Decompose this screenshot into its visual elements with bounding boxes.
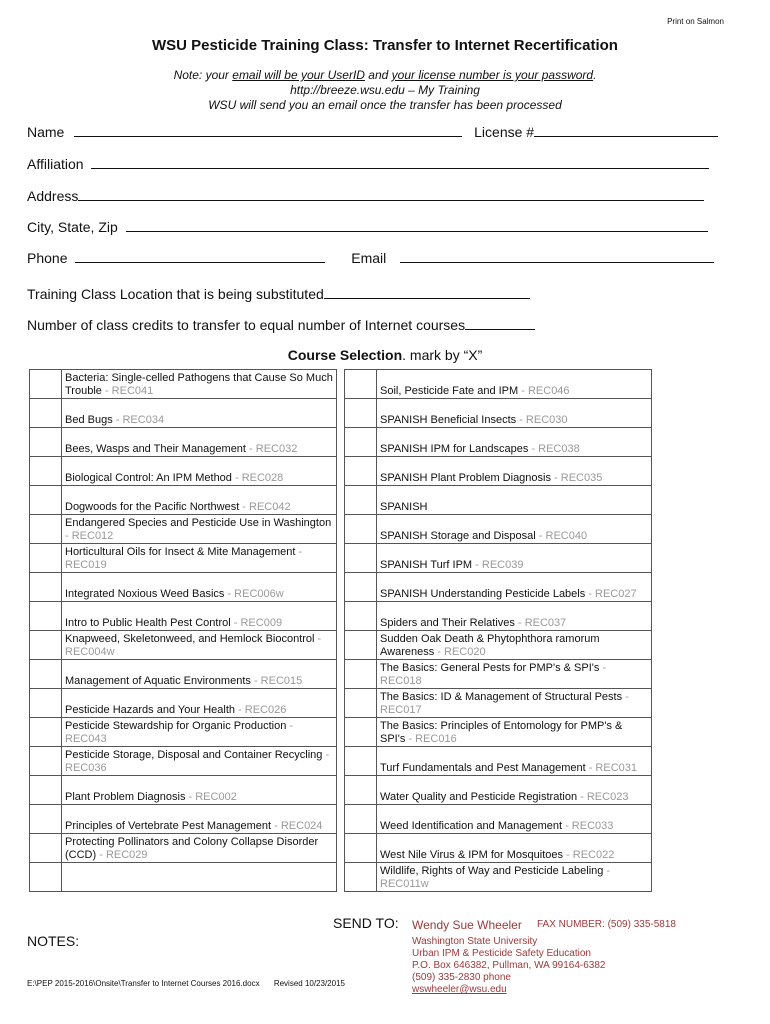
phone-label: Phone [27, 250, 68, 266]
course-name-cell [377, 602, 652, 631]
course-name-cell [62, 573, 337, 602]
course-code: - REC041 [101, 385, 154, 397]
course-row [30, 747, 652, 776]
course-code: - REC046 [518, 385, 570, 397]
name-line[interactable] [74, 124, 462, 137]
course-checkbox[interactable] [345, 544, 377, 573]
note-userid: email will be your UserID [232, 68, 365, 82]
course-name-cell [377, 428, 652, 457]
affiliation-label: Affiliation [27, 156, 84, 172]
course-row [30, 631, 652, 660]
course-code: - REC016 [405, 733, 457, 745]
email-label: Email [351, 250, 387, 266]
course-code: - REC033 [562, 820, 614, 832]
course-checkbox[interactable] [30, 776, 62, 805]
note-line-2: http://breeze.wsu.edu – My Training [290, 83, 480, 97]
course-code: - REC029 [96, 849, 148, 861]
credits-label: Number of class credits to transfer to equal number of Internet courses [27, 317, 466, 333]
course-name-cell [62, 747, 337, 776]
course-name: Bacteria: Single-celled Pathogens that Cause So Much Trouble [65, 372, 333, 397]
address-field-row [27, 188, 704, 204]
course-checkbox[interactable] [30, 486, 62, 515]
phone-line[interactable] [75, 250, 325, 263]
course-code: - REC019 [65, 546, 303, 571]
location-field-row [27, 286, 530, 302]
course-checkbox[interactable] [30, 718, 62, 747]
course-code: - REC035 [550, 472, 603, 484]
course-row [30, 399, 652, 428]
course-name-cell [377, 660, 652, 689]
affiliation-line[interactable] [91, 156, 709, 169]
contact-email-link[interactable]: wswheeler@wsu.edu [412, 984, 507, 995]
course-name-cell [377, 457, 652, 486]
course-row [30, 718, 652, 747]
course-name: Spiders and Their Relatives [380, 617, 515, 629]
course-selection-heading: Course Selection. mark by “X” [287, 347, 483, 363]
course-name: The Basics: ID & Management of Structural Pests [380, 691, 623, 703]
course-name-cell [377, 399, 652, 428]
course-name: Bees, Wasps and Their Management [65, 443, 246, 455]
course-checkbox[interactable] [30, 544, 62, 573]
course-name: Principles of Vertebrate Pest Management [65, 820, 272, 832]
course-name-cell [62, 370, 337, 399]
contact-name: Wendy Sue Wheeler [412, 918, 522, 932]
course-name: SPANISH Storage and Disposal [380, 530, 536, 542]
course-code: - REC024 [271, 820, 323, 832]
course-name: Management of Aquatic Environments [65, 675, 251, 687]
address-line[interactable] [78, 188, 704, 201]
course-checkbox[interactable] [30, 660, 62, 689]
course-code: - REC036 [65, 749, 330, 774]
course-name: Horticultural Oils for Insect & Mite Management [65, 546, 296, 558]
course-name-cell [62, 428, 337, 457]
city-label: City, State, Zip [27, 219, 118, 235]
course-code: - REC043 [65, 720, 294, 745]
course-code: - REC034 [112, 414, 165, 426]
course-checkbox[interactable] [345, 689, 377, 718]
course-checkbox[interactable] [345, 457, 377, 486]
course-name: Dogwoods for the Pacific Northwest [65, 501, 240, 513]
course-name: Intro to Public Health Pest Control [65, 617, 231, 629]
column-gap [337, 602, 345, 631]
course-name-cell [377, 834, 652, 863]
course-code: - REC004w [65, 633, 322, 658]
course-name-cell [377, 747, 652, 776]
course-row [30, 428, 652, 457]
address-line: P.O. Box 646382, Pullman, WA 99164-6382 [412, 960, 606, 971]
course-checkbox[interactable] [345, 776, 377, 805]
course-name-cell [62, 776, 337, 805]
course-code: - REC040 [535, 530, 588, 542]
course-name-cell [377, 573, 652, 602]
course-name: Protecting Pollinators and Colony Collapse Disorder (CCD) [65, 836, 319, 861]
course-name-cell [377, 486, 652, 515]
column-gap [337, 834, 345, 863]
send-to-label: SEND TO: [333, 915, 399, 931]
course-name: Plant Problem Diagnosis [65, 791, 186, 803]
column-gap [337, 457, 345, 486]
course-checkbox[interactable] [345, 486, 377, 515]
course-checkbox[interactable] [345, 515, 377, 544]
course-name-cell [377, 718, 652, 747]
license-label: License # [474, 124, 535, 140]
course-name: Endangered Species and Pesticide Use in Washington [65, 517, 332, 529]
note-line-1: Note: your email will be your UserID and your license number is your password. [173, 68, 597, 82]
address-line: (509) 335-2830 phone [412, 972, 511, 983]
fax-number: FAX NUMBER: (509) 335-5818 [537, 919, 676, 930]
column-gap [337, 776, 345, 805]
note-password: your license number is your password [391, 68, 594, 82]
course-name: Knapweed, Skeletonweed, and Hemlock Biocontrol [65, 633, 315, 645]
course-code: - REC020 [434, 646, 486, 658]
course-name: Pesticide Storage, Disposal and Container Recycling [65, 749, 323, 761]
city-field-row [27, 219, 708, 235]
course-checkbox[interactable] [30, 399, 62, 428]
course-checkbox[interactable] [30, 515, 62, 544]
course-checkbox[interactable] [30, 863, 62, 892]
course-row [30, 660, 652, 689]
address-line: Washington State University [412, 936, 538, 947]
column-gap [337, 863, 345, 892]
course-name-cell [377, 544, 652, 573]
file-path: E:\PEP 2015-2016\Onsite\Transfer to Internet Courses 2016.docx [27, 979, 260, 988]
course-name: Pesticide Stewardship for Organic Production [65, 720, 287, 732]
course-code: - REC015 [250, 675, 303, 687]
course-name-cell [62, 602, 337, 631]
course-checkbox[interactable] [30, 602, 62, 631]
column-gap [337, 689, 345, 718]
course-name: Turf Fundamentals and Pest Management [380, 762, 586, 774]
course-checkbox[interactable] [345, 718, 377, 747]
course-name-cell [62, 631, 337, 660]
course-checkbox[interactable] [345, 805, 377, 834]
course-code: - REC012 [65, 530, 114, 542]
name-field-row [27, 124, 718, 140]
course-name: Integrated Noxious Weed Basics [65, 588, 225, 600]
location-line[interactable] [324, 286, 530, 299]
course-checkbox[interactable] [30, 747, 62, 776]
course-name: SPANISH Understanding Pesticide Labels [380, 588, 586, 600]
course-checkbox[interactable] [345, 631, 377, 660]
course-name: SPANISH Beneficial Insects [380, 414, 517, 426]
column-gap [337, 631, 345, 660]
course-checkbox[interactable] [30, 457, 62, 486]
course-code: - REC011w [380, 865, 611, 890]
course-code: - REC030 [516, 414, 568, 426]
course-name: Weed Identification and Management [380, 820, 563, 832]
course-name-cell [377, 370, 652, 399]
course-code: - REC031 [585, 762, 638, 774]
course-code: - REC037 [514, 617, 567, 629]
course-name-cell [377, 631, 652, 660]
credits-line[interactable] [465, 317, 535, 330]
course-code: - REC009 [230, 617, 283, 629]
file-footer [27, 979, 345, 988]
course-name: Water Quality and Pesticide Registration [380, 791, 578, 803]
notes-label: NOTES: [27, 933, 80, 949]
course-checkbox[interactable] [30, 631, 62, 660]
city-line[interactable] [126, 219, 708, 232]
course-checkbox[interactable] [345, 602, 377, 631]
course-name: Pesticide Hazards and Your Health [65, 704, 235, 716]
course-code: - REC022 [563, 849, 615, 861]
course-name-cell [62, 689, 337, 718]
course-code: - REC026 [235, 704, 287, 716]
course-row [30, 834, 652, 863]
course-checkbox[interactable] [30, 428, 62, 457]
column-gap [337, 428, 345, 457]
course-code: - REC018 [380, 662, 607, 687]
course-name: Bed Bugs [65, 414, 113, 426]
column-gap [337, 747, 345, 776]
course-name: Wildlife, Rights of Way and Pesticide Labeling [380, 865, 604, 877]
course-checkbox[interactable] [345, 863, 377, 892]
course-code: - REC028 [231, 472, 284, 484]
course-row [30, 689, 652, 718]
course-code: - REC042 [239, 501, 291, 513]
course-name: SPANISH Turf IPM [380, 559, 473, 571]
course-row [30, 602, 652, 631]
course-name-cell [377, 863, 652, 892]
course-name-cell [62, 660, 337, 689]
course-table [29, 369, 652, 892]
credits-field-row [27, 317, 535, 333]
course-code: - REC006w [224, 588, 284, 600]
course-code: - REC023 [577, 791, 629, 803]
print-note: Print on Salmon [667, 17, 724, 26]
course-name-cell [62, 863, 337, 892]
course-row [30, 863, 652, 892]
course-name-cell [62, 399, 337, 428]
column-gap [337, 805, 345, 834]
phone-email-row [27, 250, 714, 266]
course-checkbox[interactable] [345, 428, 377, 457]
course-name: SPANISH Plant Problem Diagnosis [380, 472, 551, 484]
course-checkbox[interactable] [345, 747, 377, 776]
course-code: - REC017 [380, 691, 629, 716]
course-checkbox[interactable] [30, 370, 62, 399]
course-code: - REC038 [528, 443, 580, 455]
course-checkbox[interactable] [30, 689, 62, 718]
course-checkbox[interactable] [345, 573, 377, 602]
course-name-cell [62, 486, 337, 515]
course-name-cell [62, 805, 337, 834]
course-row [30, 370, 652, 399]
name-label: Name [27, 124, 65, 140]
license-line[interactable] [534, 124, 718, 137]
course-name: Biological Control: An IPM Method [65, 472, 232, 484]
course-checkbox[interactable] [345, 399, 377, 428]
course-row [30, 776, 652, 805]
column-gap [337, 660, 345, 689]
course-name-cell [377, 689, 652, 718]
course-name-cell [62, 718, 337, 747]
note-line-3: WSU will send you an email once the transfer has been processed [208, 98, 562, 112]
mailing-address [412, 936, 605, 996]
course-row [30, 486, 652, 515]
course-name: West Nile Virus & IPM for Mosquitoes [380, 849, 563, 861]
course-name-cell [377, 515, 652, 544]
course-name: The Basics: General Pests for PMP's & SPI's [380, 662, 600, 674]
column-gap [337, 515, 345, 544]
course-name: The Basics: Principles of Entomology for PMP's & SPI's [380, 720, 623, 745]
address-line: Urban IPM & Pesticide Safety Education [412, 948, 591, 959]
address-label: Address [27, 188, 79, 204]
course-row [30, 457, 652, 486]
column-gap [337, 486, 345, 515]
course-checkbox[interactable] [30, 573, 62, 602]
course-code: - REC039 [472, 559, 524, 571]
column-gap [337, 573, 345, 602]
column-gap [337, 399, 345, 428]
course-name-cell [377, 776, 652, 805]
course-code: - REC027 [585, 588, 637, 600]
course-row [30, 805, 652, 834]
course-row [30, 544, 652, 573]
course-name: SPANISH IPM for Landscapes [380, 443, 529, 455]
course-row [30, 515, 652, 544]
affiliation-field-row [27, 156, 709, 172]
column-gap [337, 370, 345, 399]
course-checkbox[interactable] [345, 370, 377, 399]
course-name: Sudden Oak Death & Phytophthora ramorum Awareness [380, 633, 600, 658]
course-checkbox[interactable] [345, 834, 377, 863]
course-checkbox[interactable] [30, 805, 62, 834]
course-row [30, 573, 652, 602]
course-checkbox[interactable] [345, 660, 377, 689]
form-title: WSU Pesticide Training Class: Transfer to Internet Recertification [152, 37, 618, 54]
course-code: - REC032 [245, 443, 298, 455]
course-name-cell [62, 515, 337, 544]
course-name-cell [62, 834, 337, 863]
column-gap [337, 544, 345, 573]
course-name-cell [377, 805, 652, 834]
course-name-cell [62, 544, 337, 573]
revised-date: Revised 10/23/2015 [273, 979, 345, 988]
course-name: Soil, Pesticide Fate and IPM [380, 385, 519, 397]
course-checkbox[interactable] [30, 834, 62, 863]
column-gap [337, 718, 345, 747]
course-code: - REC002 [185, 791, 237, 803]
email-line[interactable] [400, 250, 714, 263]
location-label: Training Class Location that is being substituted [27, 286, 324, 302]
course-name: SPANISH [380, 501, 428, 513]
course-name-cell [62, 457, 337, 486]
